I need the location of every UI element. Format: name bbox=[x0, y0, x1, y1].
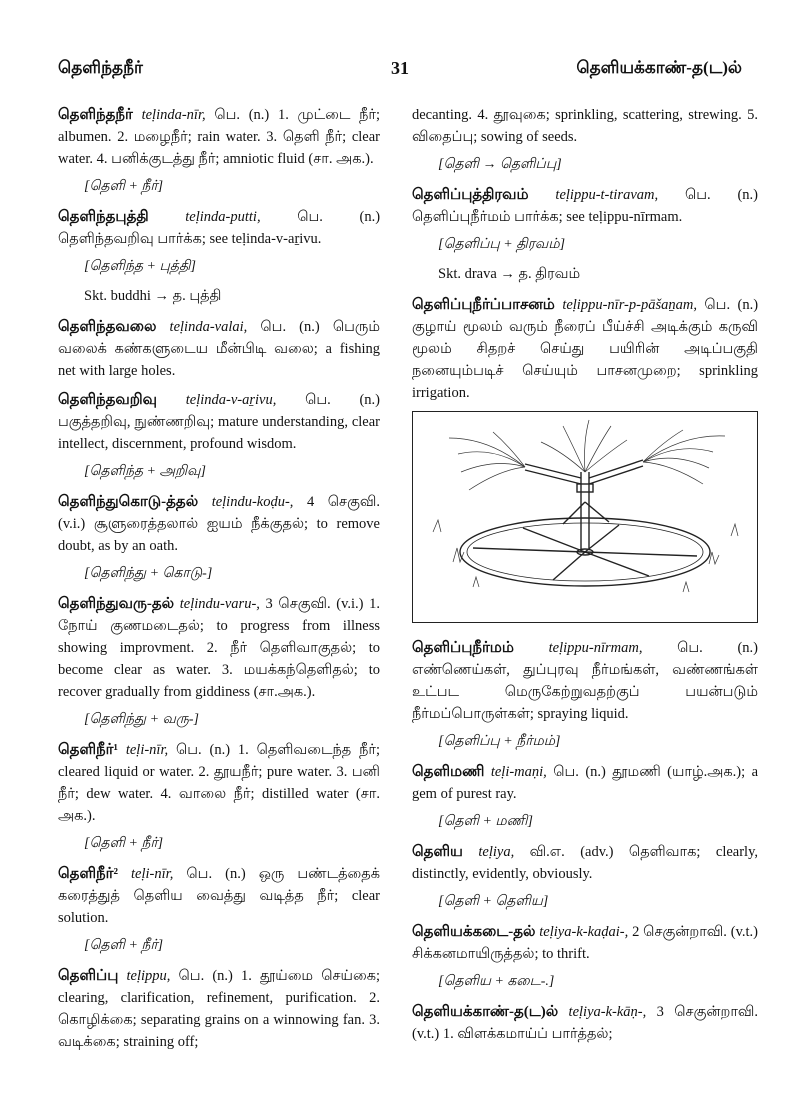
transliteration: teḷippu, bbox=[126, 968, 171, 984]
transliteration: teḷiya-k-kaḍai-, bbox=[539, 924, 629, 940]
dictionary-entry bbox=[58, 593, 380, 703]
etymology: [தெளி + நீர்] bbox=[84, 179, 164, 194]
definition: பெ. (n.) 1. தூய்மை செய்கை; clearing, clarification, refinement, purification. 2. கொழிக்கை; separating grains on a winnowing fan. 3. வடிக்கை; straining off; bbox=[58, 968, 380, 1050]
headword: தெளிந்துவரு-தல் bbox=[58, 596, 175, 612]
headword: தெளிப்புத்திரவம் bbox=[412, 187, 529, 203]
headword: தெளிந்தவலை bbox=[58, 319, 157, 335]
dictionary-entry bbox=[412, 921, 758, 965]
transliteration: teḷinda-v-aṟivu, bbox=[185, 392, 277, 408]
definition: பெ. (n.) தூமணி (யாழ்.அக.); a gem of purest ray. bbox=[412, 764, 759, 802]
running-head-right: தெளியக்காண்-த(ட)ல் bbox=[576, 58, 742, 77]
definition: பெ. (n.) ஒரு பண்டத்தைக் கரைத்துத் தெளிய வைத்து வடித்த நீர்; clear solution. bbox=[58, 866, 380, 926]
definition: பெ. (n.) பெரும் வலைக் கண்களுடைய மீன்பிடி வலை; a fishing net with large holes. bbox=[58, 319, 381, 379]
dictionary-entry bbox=[412, 294, 758, 404]
dictionary-entry bbox=[412, 104, 758, 148]
headword: தெளிநீர்² bbox=[58, 866, 118, 882]
transliteration: teḷindu-koḍu-, bbox=[211, 494, 294, 510]
dictionary-entry bbox=[412, 841, 758, 885]
dictionary-entry bbox=[58, 316, 380, 382]
headword: தெளிநீர்¹ bbox=[58, 742, 118, 758]
etymology: [தெளிந்த + அறிவு] bbox=[84, 464, 206, 479]
page-header bbox=[58, 58, 742, 84]
dictionary-entry bbox=[58, 863, 380, 929]
page-number: 31 bbox=[391, 58, 409, 78]
transliteration: teḷi-nīr, bbox=[131, 866, 174, 882]
etymology: [தெளி + நீர்] bbox=[84, 836, 164, 851]
definition: வி.எ. (adv.) தெளிவாக; clearly, distinctly, evidently, obviously. bbox=[412, 844, 759, 882]
sprinkler-illustration bbox=[412, 411, 758, 623]
etymology: [தெளிந்து + கொடு-] bbox=[84, 566, 213, 581]
definition: decanting. 4. தூவுகை; sprinkling, scattering, strewing. 5. விதைப்பு; sowing of seeds. bbox=[412, 107, 758, 145]
running-head-left: தெளிந்தநீர் bbox=[58, 58, 143, 77]
headword: தெளிந்தவறிவு bbox=[58, 392, 158, 408]
definition: பெ. (n.) எண்ணெய்கள், துப்புரவு நீர்மங்கள், வண்ணங்கள் உட்பட மெருகேற்றுவதற்குப் பயன்படும் நீர்மப்பொருள்கள்; spraying liquid. bbox=[412, 640, 758, 722]
definition: பெ. (n.) 1. தெளிவடைந்த நீர்; cleared liquid or water. 2. தூயநீர்; pure water. 3. பனி நீர்; dew water. 4. வாலை நீர்; distilled water (சா. அக.). bbox=[58, 742, 380, 824]
dictionary-entry bbox=[412, 637, 758, 725]
transliteration: teḷinda-valai, bbox=[169, 319, 248, 335]
definition: பெ. (n.) குழாய் மூலம் வரும் நீரைப் பீய்ச்சி அடிக்கும் கருவி மூலம் சிதறச் செய்து பயிரின் அடிப்பகுதி நனையும்படிச் செய்யும் பாசனமுறை; sprinkling irrigation. bbox=[412, 297, 759, 401]
loanword-note: Skt. buddhi → த. புத்தி bbox=[84, 288, 222, 304]
dictionary-entry bbox=[58, 739, 380, 827]
transliteration: teḷindu-varu-, bbox=[179, 596, 260, 612]
transliteration: teḷinda-putti, bbox=[185, 209, 261, 225]
dictionary-entry bbox=[58, 104, 380, 170]
etymology: [தெளி + நீர்] bbox=[84, 938, 164, 953]
definition: பெ. (n.) தெளிந்தவறிவு பார்க்க; see teḷinda-v-aṟivu. bbox=[58, 209, 381, 247]
etymology: [தெளிப்பு + திரவம்] bbox=[438, 237, 566, 252]
dictionary-entry bbox=[58, 491, 380, 557]
transliteration: teḷippu-nīrmam, bbox=[548, 640, 643, 656]
etymology: [தெளிய + கடை-.] bbox=[438, 974, 555, 989]
transliteration: teḷi-maṇi, bbox=[490, 764, 547, 780]
definition: பெ. (n.) தெளிப்புநீர்மம் பார்க்க; see teḷippu-nīrmam. bbox=[412, 187, 759, 225]
etymology: [தெளிப்பு + நீர்மம்] bbox=[438, 734, 561, 749]
headword: தெளிமணி bbox=[412, 764, 485, 780]
dictionary-entry bbox=[412, 1001, 758, 1045]
headword: தெளிப்புநீர்மம் bbox=[412, 640, 514, 656]
definition: 2 செகுன்றாவி. (v.t.) சிக்கனமாயிருத்தல்; to thrift. bbox=[412, 924, 759, 962]
headword: தெளிய bbox=[412, 844, 463, 860]
transliteration: teḷinda-nīr, bbox=[141, 107, 206, 123]
etymology: [தெளிந்து + வரு-] bbox=[84, 712, 199, 727]
transliteration: teḷippu-t-tiravam, bbox=[555, 187, 659, 203]
definition: பெ. (n.) பகுத்தறிவு, நுண்ணறிவு; mature understanding, clear intellect, discernment, profound wisdom. bbox=[58, 392, 380, 452]
headword: தெளிந்தபுத்தி bbox=[58, 209, 149, 225]
dictionary-entry bbox=[412, 761, 758, 805]
etymology: [தெளி + மணி] bbox=[438, 814, 533, 829]
transliteration: teḷiya, bbox=[478, 844, 515, 860]
definition: 3 செகுவி. (v.i.) 1. நோய் குணமடைதல்; to progress from illness showing improvment. 2. நீர் தெளிவாகுதல்; to become clear as water. 3. மயக்கந்தெளிதல்; to recover gradually from giddiness (சா.அக.). bbox=[58, 596, 381, 700]
dictionary-entry bbox=[58, 965, 380, 1053]
right-column-top bbox=[412, 104, 758, 404]
right-column bbox=[412, 104, 758, 1052]
right-column-bottom bbox=[412, 637, 758, 1045]
headword: தெளியக்காண்-த(ட)ல் bbox=[412, 1004, 559, 1020]
etymology: [தெளி + தெளிய] bbox=[438, 894, 549, 909]
headword: தெளிந்துகொடு-த்தல் bbox=[58, 494, 199, 510]
transliteration: teḷi-nīr, bbox=[125, 742, 169, 758]
transliteration: teḷiya-k-kāṇ-, bbox=[568, 1004, 647, 1020]
headword: தெளிந்தநீர் bbox=[58, 107, 133, 123]
headword: தெளிப்பு bbox=[58, 968, 119, 984]
definition: 3 செகுன்றாவி. (v.t.) 1. விளக்கமாய்ப் பார்த்தல்; bbox=[412, 1004, 759, 1042]
dictionary-entry bbox=[412, 184, 758, 228]
etymology: [தெளி → தெளிப்பு] bbox=[438, 157, 562, 172]
headword: தெளிப்புநீர்ப்பாசனம் bbox=[412, 297, 555, 313]
transliteration: teḷippu-nīr-p-pāšaṉam, bbox=[562, 297, 697, 313]
dictionary-entry bbox=[58, 389, 380, 455]
etymology: [தெளிந்த + புத்தி] bbox=[84, 259, 196, 274]
loanword-note: Skt. drava → த. திரவம் bbox=[438, 266, 581, 282]
definition: பெ. (n.) 1. முட்டை நீர்; albumen. 2. மழைநீர்; rain water. 3. தெளி நீர்; clear water. 4. பனிக்குடத்து நீர்; amniotic fluid (சா. அக.). bbox=[58, 107, 381, 167]
sprinkler-drawing bbox=[413, 412, 756, 621]
headword: தெளியக்கடை-தல் bbox=[412, 924, 536, 940]
dictionary-entry bbox=[58, 206, 380, 250]
left-column bbox=[58, 104, 380, 1060]
definition: 4 செகுவி. (v.i.) சூளுரைத்தலால் ஐயம் நீக்குதல்; to remove doubt, as by an oath. bbox=[58, 494, 380, 554]
